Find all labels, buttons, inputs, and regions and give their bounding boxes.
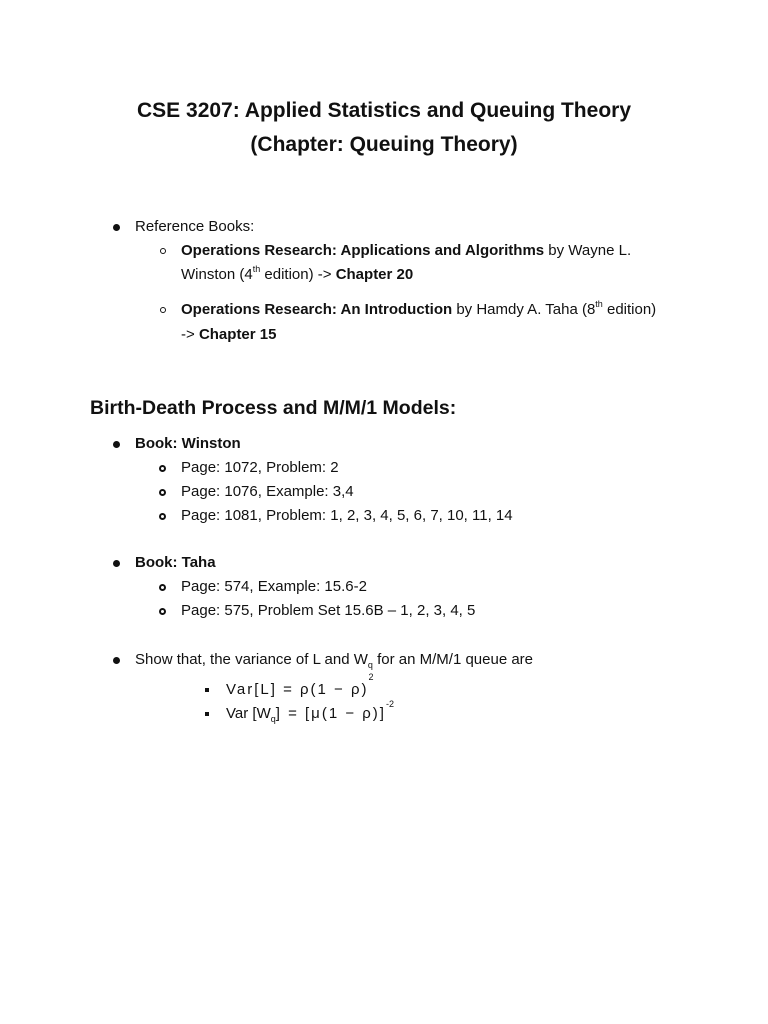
disc-bullet-icon [113, 560, 120, 567]
reference-edition: edition) -> [260, 266, 336, 283]
o-bullet-icon [159, 465, 166, 472]
document-title-line-2: (Chapter: Queuing Theory) [250, 133, 518, 156]
exercise-text [135, 650, 533, 670]
superscript: 2 [368, 672, 374, 682]
reference-author: by Wayne L. [544, 242, 632, 259]
list-item: Page: 574, Example: 15.6-2 [181, 578, 367, 595]
o-bullet-icon [159, 584, 166, 591]
formula-text: Var [W [226, 705, 271, 722]
book-taha-label: Book: Taha [135, 554, 216, 571]
reference-chapter: Chapter 20 [335, 266, 414, 283]
square-bullet-icon [205, 688, 209, 692]
o-bullet-icon [159, 489, 166, 496]
ordinal-suffix: th [595, 299, 603, 309]
reference-author: by Hamdy A. Taha (8 [452, 301, 596, 318]
square-bullet-icon [205, 712, 209, 716]
reference-item-2-line-1 [181, 300, 656, 320]
ordinal-suffix: th [252, 264, 261, 274]
circle-bullet-icon [160, 307, 166, 313]
reference-books-heading: Reference Books: [135, 218, 255, 235]
subscript: q [270, 714, 276, 724]
o-bullet-icon [159, 608, 166, 615]
reference-item-1-line-2 [181, 265, 413, 285]
book-winston-label: Book: Winston [135, 435, 241, 452]
formula-text: Var[L] = ρ(1 − ρ) [226, 681, 369, 698]
subscript: q [367, 660, 373, 670]
document-title-line-1: CSE 3207: Applied Statistics and Queuing Theory [137, 99, 631, 122]
reference-edition: edition) [602, 301, 657, 318]
exercise-text-part: for an M/M/1 queue are [372, 651, 534, 668]
list-item: Page: 1081, Problem: 1, 2, 3, 4, 5, 6, 7, 10, 11, 14 [181, 507, 513, 524]
o-bullet-icon [159, 513, 166, 520]
section-heading: Birth-Death Process and M/M/1 Models: [90, 397, 457, 419]
formula-text: ] = [μ(1 − ρ)] [275, 705, 386, 722]
reference-arrow: -> [181, 326, 199, 343]
disc-bullet-icon [113, 441, 120, 448]
reference-chapter: Chapter 15 [198, 326, 277, 343]
disc-bullet-icon [113, 657, 120, 664]
list-item: Page: 575, Problem Set 15.6B – 1, 2, 3, 4, 5 [181, 602, 476, 619]
list-item: Page: 1072, Problem: 2 [181, 459, 339, 476]
disc-bullet-icon [113, 224, 120, 231]
reference-item-1-line-1 [181, 241, 631, 261]
exercise-text-part: Show that, the variance of L and W [135, 651, 368, 668]
list-item: Page: 1076, Example: 3,4 [181, 483, 354, 500]
reference-item-2-line-2 [181, 325, 276, 345]
circle-bullet-icon [160, 248, 166, 254]
reference-book-title: Operations Research: An Introduction [181, 301, 453, 318]
formula-var-l [226, 672, 374, 700]
reference-book-title: Operations Research: Applications and Algorithms [181, 242, 545, 259]
superscript: -2 [385, 699, 394, 709]
formula-var-wq [226, 699, 394, 724]
reference-author-cont: Winston (4 [181, 266, 253, 283]
